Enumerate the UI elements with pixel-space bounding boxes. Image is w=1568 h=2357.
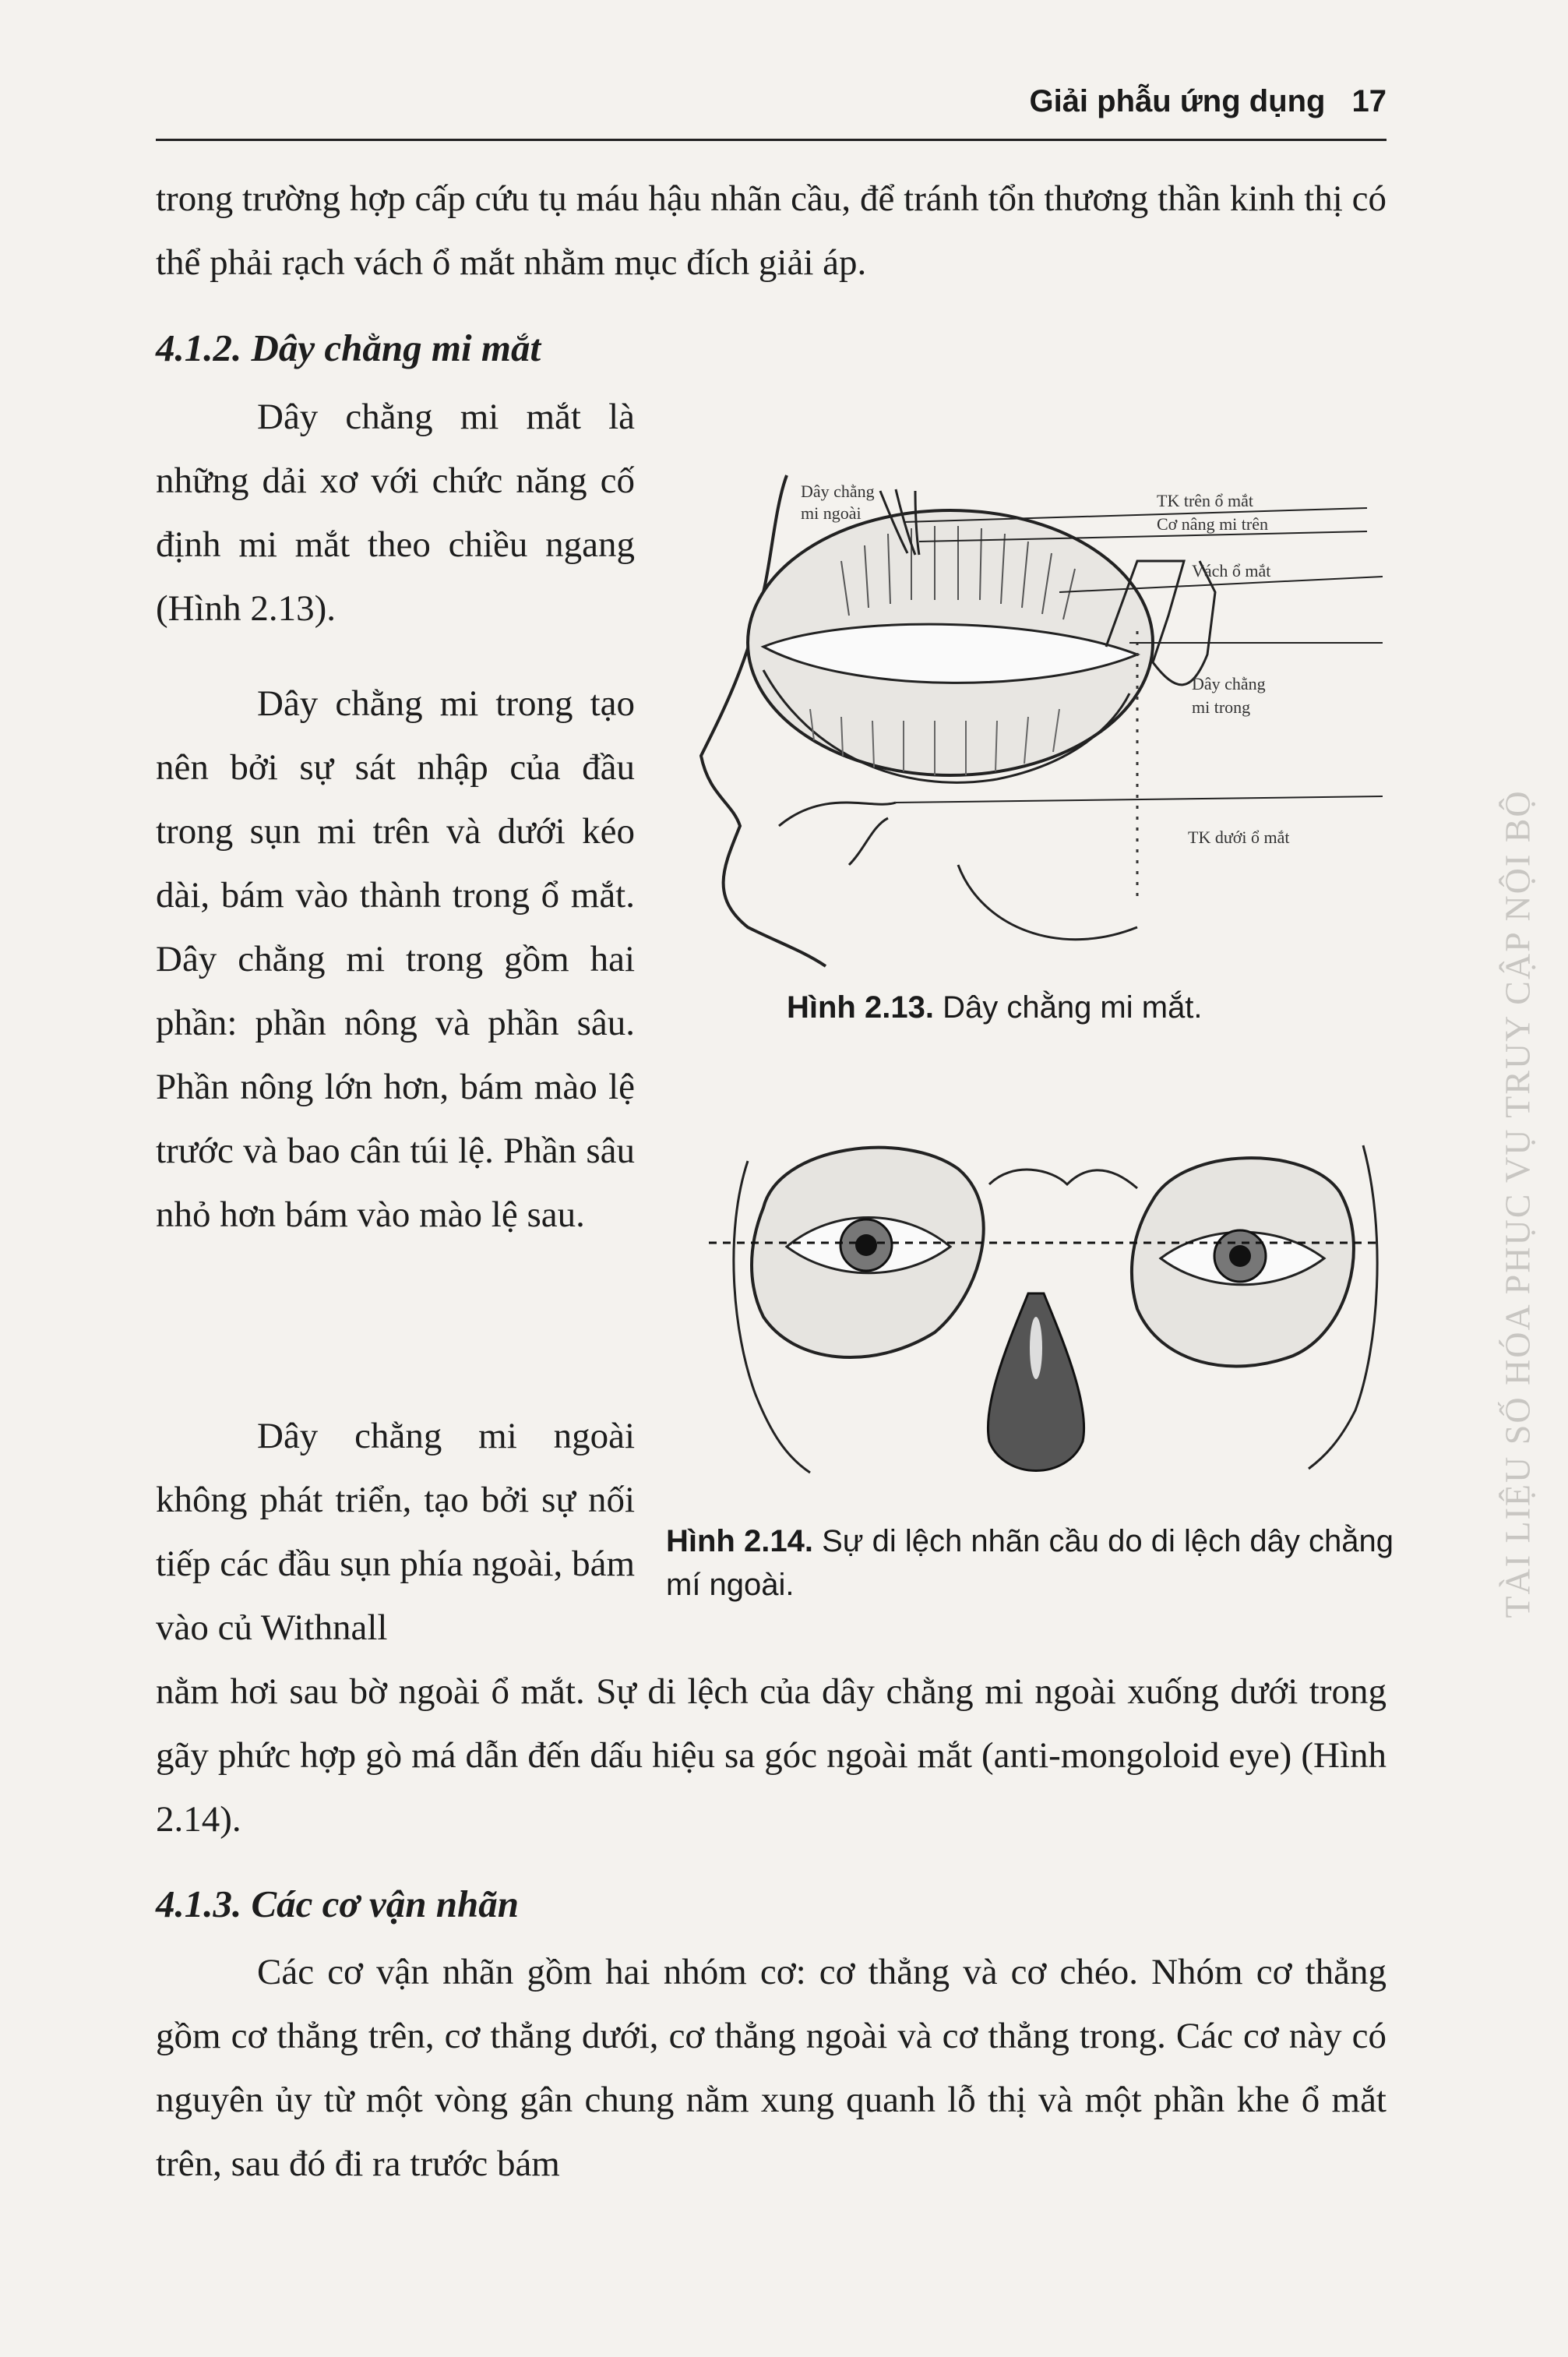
figure-2-14-caption-label: Hình 2.14. <box>666 1524 813 1558</box>
header-rule <box>156 139 1387 141</box>
label-lateral-ligament-2: mi ngoài <box>801 503 862 523</box>
figure-2-14 <box>701 1114 1387 1488</box>
paragraph-eye-muscles: Các cơ vận nhãn gồm hai nhóm cơ: cơ thẳng và cơ chéo. Nhóm cơ thẳng gồm cơ thẳng trên, cơ thẳng dưới, cơ thẳng ngoài và cơ thẳng trong. Các cơ này có nguyên ủy từ một vòng gân chung nằm xung quanh lỗ thị và một phần khe ổ mắt trên, sau đó đi ra trước bám <box>156 1952 1387 2184</box>
figure-2-13-caption-label: Hình 2.13. <box>787 990 934 1025</box>
paragraph-medial-ligament: Dây chằng mi trong tạo nên bởi sự sát nhập của đầu trong sụn mi trên và dưới kéo dài, bám vào thành trong ổ mắt. Dây chằng mi trong gồm hai phần: phần nông và phần sâu. Phần nông lớn hơn, bám mào lệ trước và bao cân túi lệ. Phần sâu nhỏ hơn bám vào mào lệ sau. <box>156 683 635 1235</box>
figure-2-14-caption-text: Sự di lệch nhãn cầu do di lệch dây chằng mí ngoài. <box>666 1524 1394 1602</box>
figure-2-14-caption <box>666 1519 1394 1607</box>
running-header <box>156 84 1387 119</box>
page-number: 17 <box>1351 84 1387 118</box>
figure-2-14-illustration <box>701 1114 1387 1488</box>
paragraph-lateral-ligament: Dây chằng mi ngoài không phát triển, tạo bởi sự nối tiếp các đầu sụn phía ngoài, bám vào củ Withnall <box>156 1416 635 1648</box>
figure-2-13 <box>670 460 1394 974</box>
label-levator-muscle: Cơ nâng mi trên <box>1157 514 1268 534</box>
label-medial-ligament-2: mi trong <box>1192 697 1251 717</box>
figure-2-13-illustration <box>670 460 1394 974</box>
header-title: Giải phẫu ứng dụng <box>1029 84 1326 118</box>
paragraph-ligament-intro: Dây chằng mi mắt là những dải xơ với chức năng cố định mi mắt theo chiều ngang (Hình 2.13). <box>156 397 635 629</box>
label-lateral-ligament-1: Dây chằng <box>801 482 875 501</box>
section-heading-4-1-2: 4.1.2. Dây chằng mi mắt <box>156 326 541 369</box>
paragraph-lateral-ligament-cont: nằm hơi sau bờ ngoài ổ mắt. Sự di lệch của dây chằng mi ngoài xuống dưới trong gãy phức hợp gò má dẫn đến dấu hiệu sa góc ngoài mắt (anti-mongoloid eye) (Hình 2.14). <box>156 1671 1387 1840</box>
section-heading-4-1-3: 4.1.3. Các cơ vận nhãn <box>156 1882 519 1925</box>
label-medial-ligament-1: Dây chằng <box>1192 674 1266 693</box>
paragraph-intro: trong trường hợp cấp cứu tụ máu hậu nhãn cầu, để tránh tổn thương thần kinh thị có thể phải rạch vách ổ mắt nhằm mục đích giải áp. <box>156 178 1387 283</box>
label-infraorbital-nerve: TK dưới ổ mắt <box>1188 827 1290 847</box>
figure-2-13-caption <box>787 986 1203 1029</box>
watermark: TÀI LIỆU SỐ HÓA PHỤC VỤ TRUY CẬP NỘI BỘ <box>1497 789 1538 1618</box>
figure-2-13-caption-text: Dây chằng mi mắt. <box>943 990 1203 1025</box>
label-supraorbital-nerve: TK trên ổ mắt <box>1157 491 1254 510</box>
label-orbital-septum: Vách ổ mắt <box>1192 561 1271 580</box>
